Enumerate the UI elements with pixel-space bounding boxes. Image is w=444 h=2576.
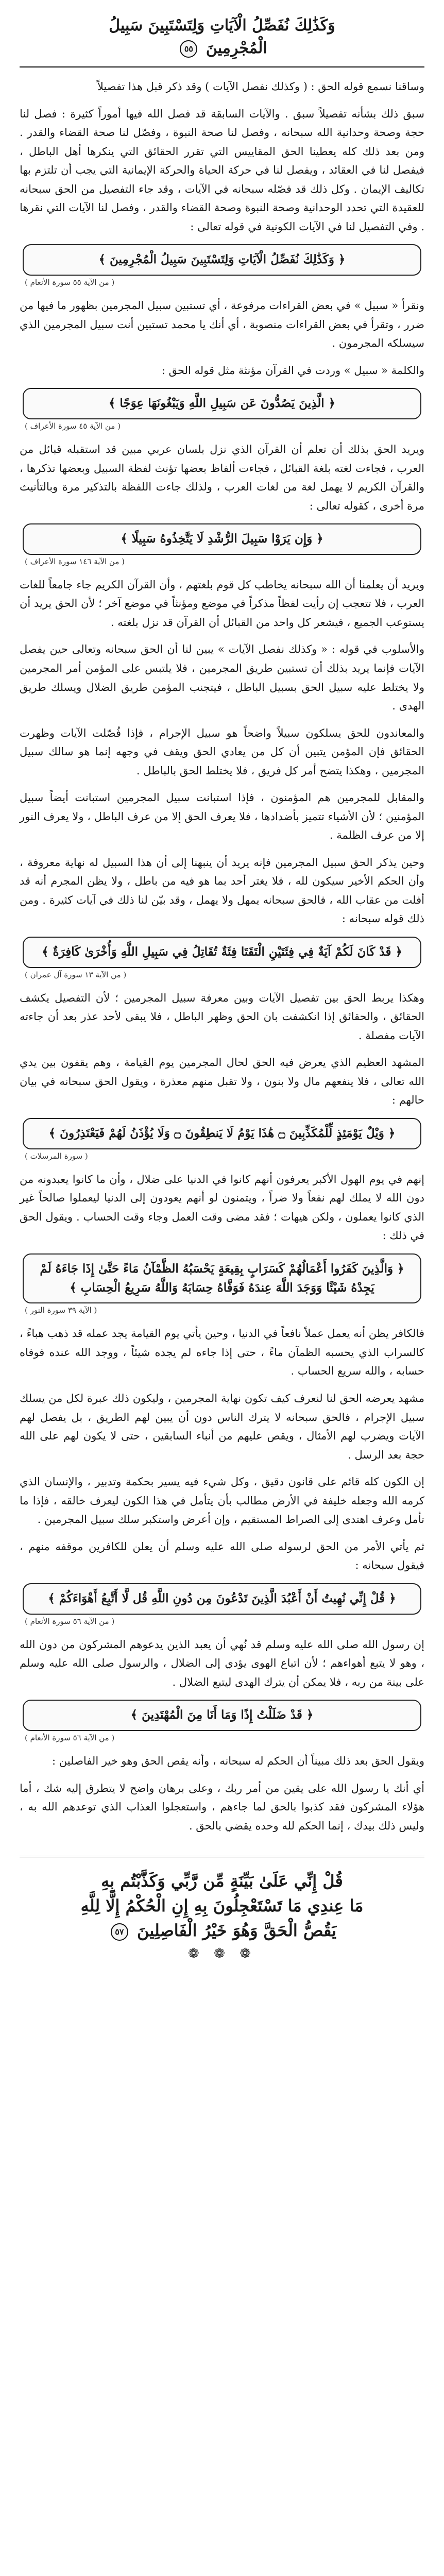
intro-paragraph: وساقنا نسمع قوله الحق : ( وكذلك نفصل الآيات ) وقد ذكر قبل هذا تفصيلاً [97,80,424,93]
paragraph-13: فالكافر يظن أنه يعمل عملاً نافعاً في الدنيا ، وحين يأتي يوم القيامة يجد عمله قد ذهب هباءً ، كالسراب الذي يحسبه الظمآن ماءً ، حتى إذا جاءه لم يجده شيئاً ، ووجد الله عنده فوفاه حسابه ، والله سريع الحساب . [20,1327,424,1378]
quran-quote-3: ﴿ وَإِن يَرَوْا سَبِيلَ الرُّشْدِ لَا يَتَّخِذُوهُ سَبِيلًا ﴾ [23,523,421,555]
quran-quote-8: ﴿ قَدْ ضَلَلْتُ إِذًا وَمَا أَنَا مِنَ الْمُهْتَدِينَ ﴾ [23,1700,421,1731]
quote-reference-6: ( الآية ٣٩ سورة النور ) [25,1306,97,1315]
paragraph-14: مشهد يعرضه الحق لنا لنعرف كيف تكون نهاية المجرمين ، وليكون ذلك عبرة لكل من يسلك سبيل الإجرام ، فالحق سبحانه لا يترك الناس دون أن يبين لهم الطريق ، بل يفصل لهم الآيات ويضرب لهم الأمثال ، ويقص عليهم من أنباء السابقين ، حتى لا يكون لهم على الله حجة بعد الرسل . [20,1392,424,1461]
ornament-divider-icon: ❁ ❁ ❁ [188,1946,256,1962]
header-verse-line-2 [25,37,419,60]
paragraph-9: وحين يذكر الحق سبيل المجرمين فإنه يريد أن ينبهنا إلى أن هذا السبيل له نهاية معروفة ، وأن الحكم الأخير سيكون لله ، فلا يغتر أحد بما هو فيه من باطل ، ولا يظن المجرم أنه قد أفلت من عقاب الله ، فالحق سبحانه يمهل ولا يهمل ، وقد بيّن لنا ذلك في آيات كثيرة . ومن ذلك قوله سبحانه : [20,856,424,925]
closing-verse-line-1: قُلْ إِنِّي عَلَىٰ بَيِّنَةٍ مِّن رَّبِّي وَكَذَّبْتُم بِهِ [101,1871,343,1891]
page [20,9,424,2576]
quote-reference-2: ( من الآية ٤٥ سورة الأعراف ) [25,421,121,431]
quote-reference-1: ( من الآية ٥٥ سورة الأنعام ) [25,278,115,287]
paragraph-15: إن الكون كله قائم على قانون دقيق ، وكل شيء فيه يسير بحكمة وتدبير ، والإنسان الذي كرمه الله وجعله خليفة في الأرض مطالب بأن يتأمل في هذا الكون ليعرف خالقه ، فإذا ما تأمل وعرف اهتدى إلى الصراط المستقيم ، وإن أعرض واستكبر سلك سبيل المجرمين . [20,1476,424,1526]
closing-verse-line-3 [30,1918,414,1943]
paragraph-12: إنهم في يوم الهول الأكبر يعرفون أنهم كانوا في الدنيا على ضلال ، وأن ما كانوا يعبدونه من دون الله لا يملك لهم نفعاً ولا ضراً ، ويتمنون لو أنهم يعودون إلى الدنيا ليعملوا صالحاً غير الذي كانوا يعملون ، ولكن هيهات ؛ فقد مضى وقت العمل وجاء وقت الحساب . ويقول الحق في ذلك : [20,1173,424,1242]
quote-reference-8: ( من الآية ٥٦ سورة الأنعام ) [25,1733,115,1742]
quran-quote-5: ﴿ وَيْلٌ يَوْمَئِذٍ لِّلْمُكَذِّبِينَ ۝ هَٰذَا يَوْمُ لَا يَنطِقُونَ ۝ وَلَا يُؤْذَنُ لَهُمْ فَيَعْتَذِرُونَ ﴾ [23,1118,421,1149]
verse-header [20,9,424,68]
verse-number-badge: ٥٥ [180,40,197,58]
paragraph-11: المشهد العظيم الذي يعرض فيه الحق لحال المجرمين يوم القيامة ، وهم يقفون بين يدي الله تعالى ، فلا ينفعهم مال ولا بنون ، ولا تقبل منهم معذرة ، ويقول الحق سبحانه في بيان حالهم : [20,1056,424,1107]
closing-verse-line-2: مَا عِندِي مَا تَسْتَعْجِلُونَ بِهِ إِنِ الْحُكْمُ إِلَّا لِلَّهِ [80,1896,364,1916]
paragraph-3: والكلمة « سبيل » وردت في القرآن مؤنثة مثل قوله الحق : [161,364,424,377]
quote-reference-5: ( سورة المرسلات ) [25,1151,88,1161]
paragraph-10: وهكذا يربط الحق بين تفصيل الآيات وبين معرفة سبيل المجرمين ؛ لأن التفصيل يكشف الحقائق ، والحقائق إذا انكشفت بان الحق وظهر الباطل ، فلا يبقى لأحد عذر بعد أن جاءته الآيات مفصلة . [20,991,424,1042]
header-verse-line-2-text: الْمُجْرِمِينَ [206,39,267,57]
paragraph-7: والمعاندون للحق يسلكون سبيلاً واضحاً هو سبيل الإجرام ، فإذا فُصّلت الآيات وظهرت الحقائق فإن المؤمن يتبين أن كل من يعادي الحق ويقف في وجهه إنما هو سالك سبيل المجرمين ، وهكذا يتضح أمر كل فريق ، فلا يختلط الحق بالباطل . [20,726,424,777]
paragraph-5: ويريد أن يعلمنا أن الله سبحانه يخاطب كل قوم بلغتهم ، وأن القرآن الكريم جاء جامعاً للغات العرب ، فلا تتعجب إن رأيت لفظاً مذكراً في موضع ومؤنثاً في موضع آخر ؛ لأن الحق يريد أن يستوعب الجميع ، فيشعر كل واحد من القبائل أن القرآن قد نزل بلغته . [20,578,424,629]
quote-reference-3: ( من الآية ١٤٦ سورة الأعراف ) [25,556,125,566]
paragraph-4: ويريد الحق بذلك أن تعلم أن القرآن الذي نزل بلسان عربي مبين قد استقبله قبائل من العرب ، فجاءت لغته بلغة القبائل ، فجاءت ألفاظ بعضها تؤنث لفظة السبيل وبعضها تذكرها ، والقرآن الكريم لا يهمل لغة من لغات العرب ، ولذلك جاءت اللفظة بالتذكير مرة وبالتأنيث مرة أخرى ، كقوله تعالى : [20,443,424,512]
paragraph-6: والأسلوب في قوله : « وكذلك نفصل الآيات » يبين لنا أن الحق سبحانه وتعالى حين يفصل الآيات فإنما يريد بذلك أن تستبين طريق المجرمين ، فلا يلتبس على المؤمن أمر المجرمين ولا يختلط عليه سبيل الحق بسبيل الباطل ، فيتجنب المؤمن طريق الضلال ويسلك طريق الهدى . [20,643,424,713]
quote-reference-4: ( من الآية ١٣ سورة آل عمران ) [25,970,127,979]
header-verse-line-1: وَكَذَٰلِكَ نُفَصِّلُ الْآيَاتِ وَلِتَسْتَبِينَ سَبِيلُ [109,16,335,35]
paragraph-1: سبق ذلك بشأنه تفصيلاً سبق . والآيات السابقة قد فصل الله فيها أموراً كثيرة : فصل لنا حجة وصحة وحدانية الله سبحانه ، وفصل لنا صحة النبوة ، وفصّل لنا صحة القضاء والقدر . ومن بعد ذلك كله يعطينا الحق المقاييس التي تقرر الحقائق التي ينكرها أهل الباطل ، فيفصل لنا في العقائد ، ويفصل لنا في حركة الحياة والحركة الإيمانية التي يجب أن تلتزم بها تكاليف الإيمان . وكل ذلك قد فصّله سبحانه في الآيات ، وقد جاء التفصيل من الحق سبحانه للعقيدة التي تحدد الوحدانية وصحة النبوة وصحة القضاء والقدر ، وفصل لنا الآيات التي نقرها . وفي التفصيل لنا في الآيات الكونية في قوله تعالى : [20,107,424,233]
paragraph-19: أي أنك يا رسول الله على يقين من أمر ربك ، وعلى برهان واضح لا يتطرق إليه شك ، أما هؤلاء المشركون فقد كذبوا بالحق لما جاءهم ، واستعجلوا العذاب الذي توعدهم الله به ، وليس ذلك بيدك ، إنما الحكم لله وحده يقضي بالحق . [20,1782,424,1832]
paragraph-18: ويقول الحق بعد ذلك مبيناً أن الحكم له سبحانه ، وأنه يقص الحق وهو خير الفاصلين : [52,1754,424,1767]
quran-quote-7: ﴿ قُلْ إِنِّي نُهِيتُ أَنْ أَعْبُدَ الَّذِينَ تَدْعُونَ مِن دُونِ اللَّهِ قُل لَّا أَتَّبِعُ أَهْوَاءَكُمْ ﴾ [23,1583,421,1615]
closing-verse-line-3-text: يَقُصُّ الْحَقَّ وَهُوَ خَيْرُ الْفَاصِلِينَ [136,1921,337,1941]
paragraph-8: والمقابل للمجرمين هم المؤمنون ، فإذا استبانت سبيل المجرمين استبانت أيضاً سبيل المؤمنين ؛ لأن الأشياء تتميز بأضدادها ، فلا يعرف الحق إلا من عرف الباطل ، ولا يعرف النور إلا من عرف الظلمة . [20,791,424,842]
quran-quote-1: ﴿ وَكَذَٰلِكَ نُفَصِّلُ الْآيَاتِ وَلِتَسْتَبِينَ سَبِيلُ الْمُجْرِمِينَ ﴾ [23,244,421,276]
quran-quote-2: ﴿ الَّذِينَ يَصُدُّونَ عَن سَبِيلِ اللَّهِ وَيَبْغُونَهَا عِوَجًا ﴾ [23,388,421,419]
quran-quote-6: ﴿ وَالَّذِينَ كَفَرُوا أَعْمَالُهُمْ كَسَرَابٍ بِقِيعَةٍ يَحْسَبُهُ الظَّمْآنُ مَاءً حَتَّىٰ إِذَا جَاءَهُ لَمْ يَجِدْهُ شَيْئًا وَوَجَدَ اللَّهَ عِندَهُ فَوَفَّاهُ حِسَابَهُ وَاللَّهُ سَرِيعُ الْحِسَابِ ﴾ [23,1253,421,1304]
paragraph-2: ونقرأ « سبيل » في بعض القراءات مرفوعة ، أي تستبين سبيل المجرمين بظهور ما فيها من ضرر ، وتقرأ في بعض القراءات منصوبة ، أي أنك يا محمد تستبين أنت سبيل المجرمين الذي سيسلكه المجرمون . [20,299,424,350]
closing-verse-block [20,1856,424,1973]
closing-verse-number-badge: ٥٧ [111,1923,128,1941]
quote-reference-7: ( من الآية ٥٦ سورة الأنعام ) [25,1616,115,1626]
quran-quote-4: ﴿ قَدْ كَانَ لَكُمْ آيَةٌ فِي فِئَتَيْنِ الْتَقَتَا فِئَةٌ تُقَاتِلُ فِي سَبِيلِ اللَّهِ وَأُخْرَىٰ كَافِرَةٌ ﴾ [23,937,421,968]
paragraph-17: إن رسول الله صلى الله عليه وسلم قد نُهي أن يعبد الذين يدعوهم المشركون من دون الله ، وهو لا يتبع أهواءهم ؛ لأن اتباع الهوى يؤدي إلى الضلال ، والرسول صلى الله عليه وسلم على بينة من ربه ، فلا يمكن أن يترك الهدى ليتبع الضلال . [20,1638,424,1688]
paragraph-16: ثم يأتي الأمر من الحق لرسوله صلى الله عليه وسلم أن يعلن للكافرين موقفه منهم ، فيقول سبحانه : [20,1540,424,1572]
